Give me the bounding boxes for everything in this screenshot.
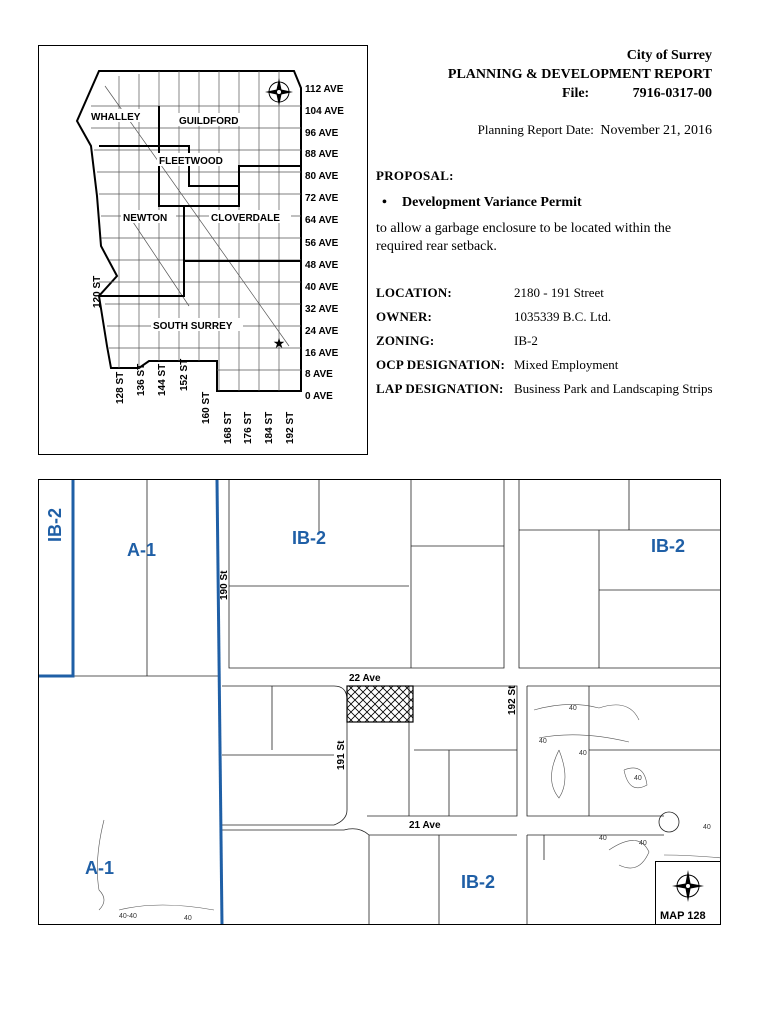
- street-label: 176 ST: [243, 411, 254, 444]
- proposal-item-text: Development Variance Permit: [402, 195, 582, 210]
- avenue-label: 56 AVE: [305, 238, 339, 249]
- location-value: 2180 - 191 Street: [514, 285, 604, 300]
- street-label-21-ave: 21 Ave: [409, 820, 441, 831]
- proposal-item: [382, 195, 582, 211]
- street-label-191-st: 191 St: [336, 740, 347, 770]
- file-number: 7916-0317-00: [632, 86, 712, 101]
- avenue-label: 32 AVE: [305, 304, 339, 315]
- contour-label: 40-40: [119, 913, 137, 920]
- area-label-cloverdale: CLOVERDALE: [211, 213, 280, 224]
- file-label: File:: [562, 86, 590, 101]
- area-label-fleetwood: FLEETWOOD: [159, 156, 223, 167]
- avenue-label: 72 AVE: [305, 193, 339, 204]
- avenue-label: 80 AVE: [305, 171, 339, 182]
- street-label: 160 ST: [201, 391, 212, 424]
- area-label-guildford: GUILDFORD: [179, 116, 239, 127]
- map-number-label: MAP 128: [660, 910, 706, 922]
- avenue-label: 8 AVE: [305, 369, 333, 380]
- zone-label: IB-2: [461, 872, 496, 892]
- area-label-newton: NEWTON: [123, 213, 168, 224]
- owner-value: 1035339 B.C. Ltd.: [514, 309, 612, 324]
- avenue-label: 40 AVE: [305, 282, 339, 293]
- city-name: City of Surrey: [626, 48, 712, 63]
- avenue-label: 64 AVE: [305, 215, 339, 226]
- proposal-description: to allow a garbage enclosure to be located within the required rear setback.: [376, 221, 672, 254]
- location-label: LOCATION:: [376, 285, 452, 300]
- bullet-icon: •: [382, 195, 387, 210]
- street-label: 184 ST: [264, 411, 275, 444]
- zone-label: IB-2: [651, 536, 686, 556]
- contour-label: 40: [703, 824, 711, 831]
- avenue-label: 88 AVE: [305, 149, 339, 160]
- subject-site: [347, 686, 413, 722]
- avenue-label: 96 AVE: [305, 128, 339, 139]
- street-label: 152 ST: [179, 358, 190, 391]
- contour-label: 40: [634, 775, 642, 782]
- zone-label: A-1: [127, 540, 157, 560]
- zone-label: IB-2: [45, 507, 65, 542]
- avenue-label: 16 AVE: [305, 348, 339, 359]
- contour-label: 40: [539, 738, 547, 745]
- lap-value: Business Park and Landscaping Strips: [514, 381, 713, 396]
- site-map: [38, 479, 721, 925]
- ocp-label: OCP DESIGNATION:: [376, 357, 506, 372]
- contour-label: 40: [599, 835, 607, 842]
- avenue-label: 0 AVE: [305, 391, 333, 402]
- street-label: 120 ST: [92, 275, 103, 308]
- street-label: 128 ST: [115, 371, 126, 404]
- street-label: 144 ST: [157, 363, 168, 396]
- report-title: PLANNING & DEVELOPMENT REPORT: [447, 67, 712, 82]
- area-label-whalley: WHALLEY: [91, 112, 141, 123]
- street-label-192-st: 192 St: [507, 685, 518, 715]
- report-date: [478, 122, 712, 139]
- contour-label: 40: [579, 750, 587, 757]
- street-label: 136 ST: [136, 363, 147, 396]
- owner-label: OWNER:: [376, 309, 433, 324]
- contour-label: 40: [569, 705, 577, 712]
- compass-icon: [656, 862, 720, 910]
- map-label-box: [655, 861, 720, 924]
- zoning-value: IB-2: [514, 333, 538, 348]
- zoning-label: ZONING:: [376, 333, 435, 348]
- contour-label: 40: [184, 915, 192, 922]
- key-map-drawing: [39, 46, 369, 456]
- avenue-label: 48 AVE: [305, 260, 339, 271]
- site-star-icon: ★: [272, 337, 286, 352]
- area-label-south-surrey: SOUTH SURREY: [153, 321, 233, 332]
- zone-label: A-1: [85, 858, 115, 878]
- avenue-label: 104 AVE: [305, 106, 344, 117]
- compass-icon: [265, 78, 293, 106]
- proposal-heading: PROPOSAL:: [376, 168, 454, 183]
- street-label-190-st: 190 St: [219, 570, 230, 600]
- street-label: 192 ST: [285, 411, 296, 444]
- avenue-label: 112 AVE: [305, 84, 344, 95]
- zone-label: IB-2: [292, 528, 327, 548]
- report-date-value: November 21, 2016: [600, 123, 712, 138]
- key-map: [38, 45, 368, 455]
- street-label: 168 ST: [223, 411, 234, 444]
- ocp-value: Mixed Employment: [514, 357, 619, 372]
- street-label-22-ave: 22 Ave: [349, 673, 381, 684]
- report-date-label: Planning Report Date:: [477, 122, 594, 137]
- contour-label: 40: [639, 840, 647, 847]
- avenue-label: 24 AVE: [305, 326, 339, 337]
- lap-label: LAP DESIGNATION:: [376, 381, 504, 396]
